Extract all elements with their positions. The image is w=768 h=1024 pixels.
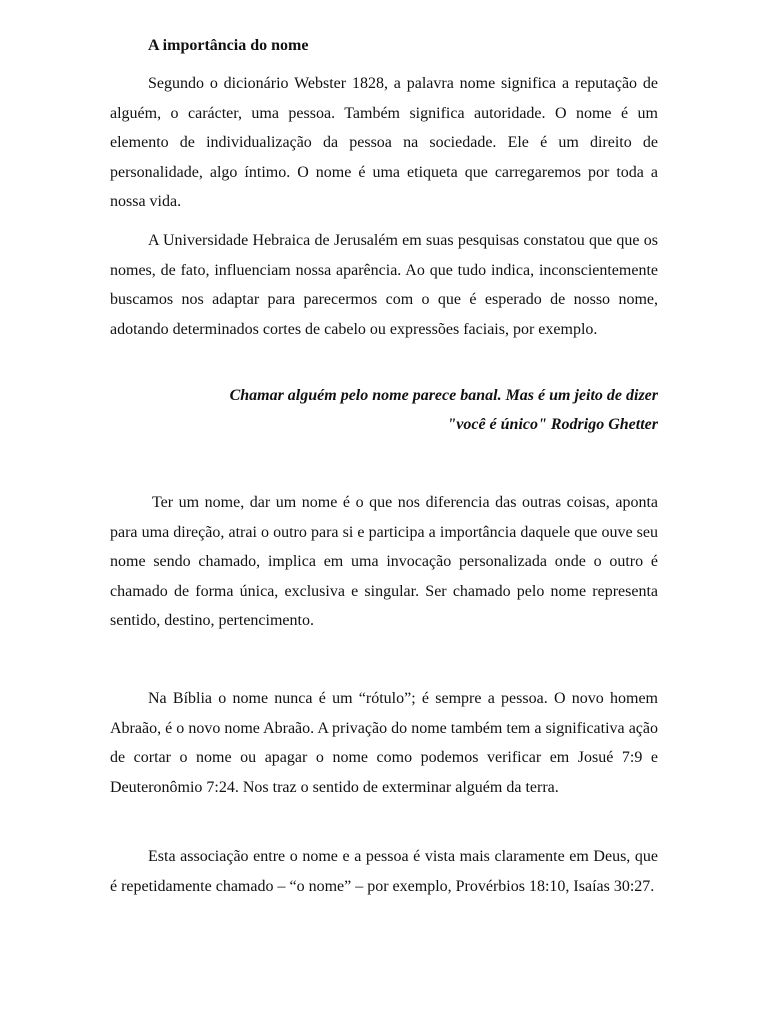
pull-quote-line-2: "você é único" Rodrigo Ghetter	[447, 416, 658, 433]
document-title: A importância do nome	[148, 37, 309, 54]
paragraph-having-a-name: Ter um nome, dar um nome é o que nos diferencia das outras coisas, aponta para uma direção, atrai o outro para si e participa a importância daquele que ouve seu nome sendo chamado, implica em uma invocação personalizada onde o outro é chamado de forma única, exclusiva e singular. Ser chamado pelo nome representa sentido, destino, pertencimento.	[110, 494, 658, 629]
paragraph-webster: Segundo o dicionário Webster 1828, a palavra nome significa a reputação de alguém, o carácter, uma pessoa. Também significa autoridade. O nome é um elemento de individualização da pessoa na sociedade. Ele é um direito de personalidade, algo íntimo. O nome é uma etiqueta que carregaremos por toda a nossa vida.	[110, 75, 658, 210]
paragraph-bible: Na Bíblia o nome nunca é um “rótulo”; é sempre a pessoa. O novo homem Abraão, é o novo nome Abraão. A privação do nome também tem a significativa ação de cortar o nome ou apagar o nome como podemos verificar em Josué 7:9 e Deuteronômio 7:24. Nos traz o sentido de exterminar alguém da terra.	[110, 690, 658, 796]
paragraph-jerusalem-university: A Universidade Hebraica de Jerusalém em suas pesquisas constatou que que os nomes, de fato, influenciam nossa aparência. Ao que tudo indica, inconscientemente buscamos nos adaptar para parecermos com o que é esperado de nosso nome, adotando determinados cortes de cabelo ou expressões faciais, por exemplo.	[110, 232, 658, 338]
pull-quote	[110, 381, 658, 439]
pull-quote-line-1: Chamar alguém pelo nome parece banal. Mas é um jeito de dizer	[229, 387, 658, 404]
paragraph-god-name: Esta associação entre o nome e a pessoa é vista mais claramente em Deus, que é repetidamente chamado – “o nome” – por exemplo, Provérbios 18:10, Isaías 30:27.	[110, 848, 658, 895]
